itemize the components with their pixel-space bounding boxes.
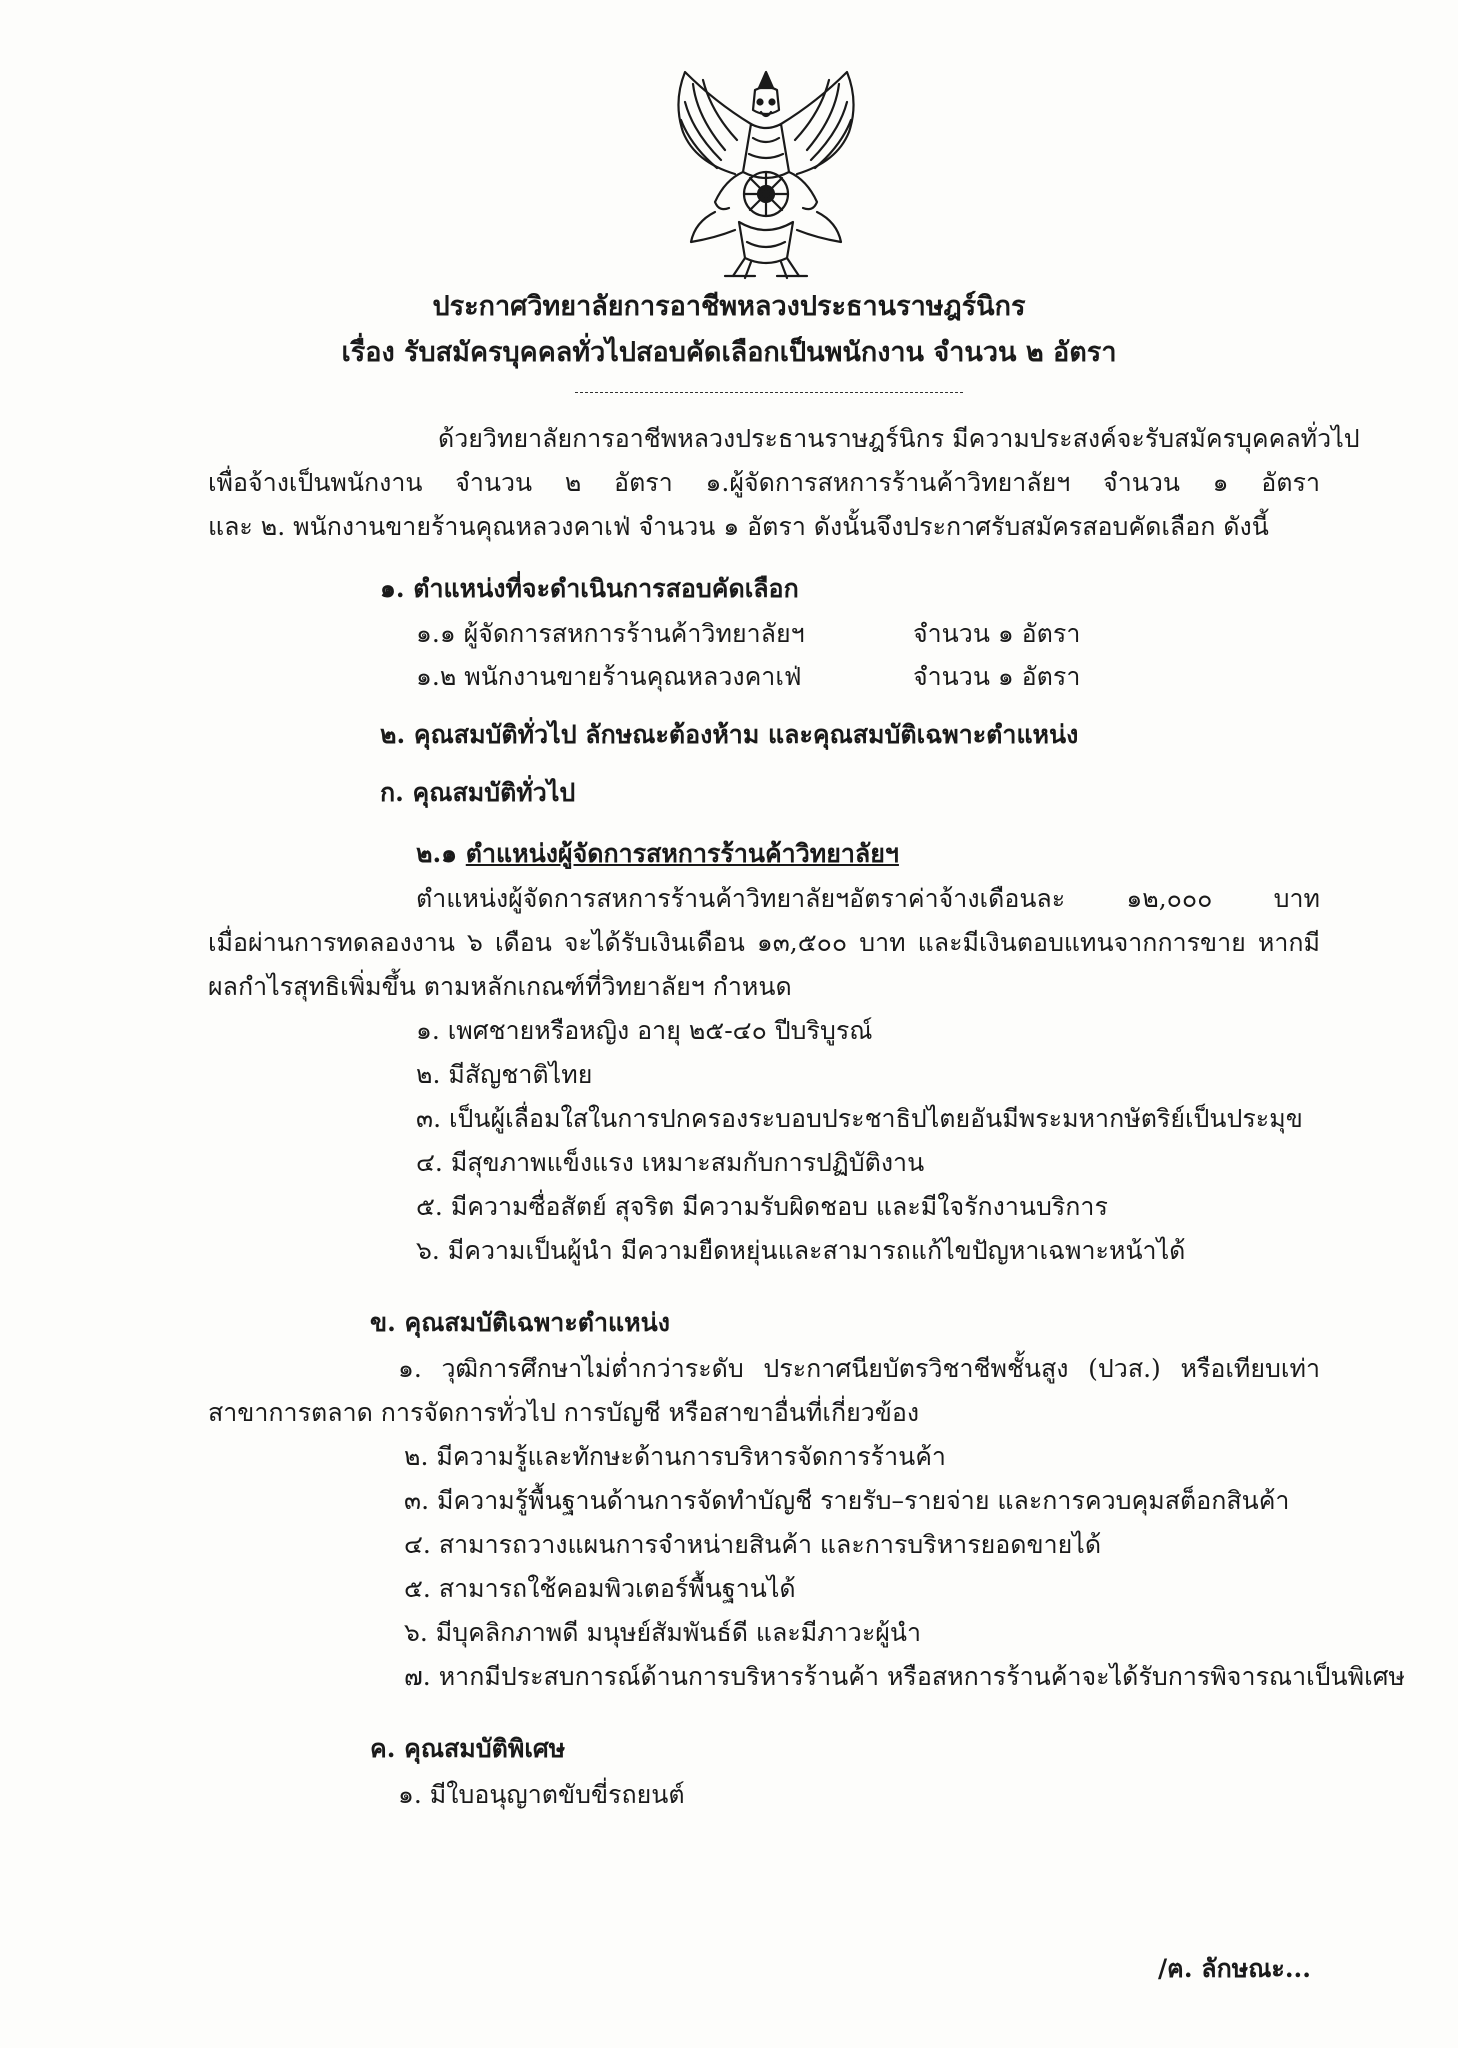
general-item-5: ๕. มีความซื่อสัตย์ สุจริต มีความรับผิดชอบ และมีใจรักงานบริการ	[416, 1192, 1108, 1221]
special-item-1: ๑. มีใบอนุญาตขับขี่รถยนต์	[398, 1780, 685, 1809]
position-1-count: จำนวน ๑ อัตรา	[913, 619, 1081, 648]
intro-line-1: ด้วยวิทยาลัยการอาชีพหลวงประธานราษฎร์นิกร มีความประสงค์จะรับสมัครบุคคลทั่วไป	[438, 424, 1360, 453]
specific-item-7: ๗. หากมีประสบการณ์ด้านการบริหารร้านค้า หรือสหการร้านค้าจะได้รับการพิจารณาเป็นพิเศษ	[404, 1662, 1406, 1691]
sub-a-heading: ก. คุณสมบัติทั่วไป	[380, 778, 576, 807]
specific-item-4: ๔. สามารถวางแผนการจำหน่ายสินค้า และการบริหารยอดขายได้	[404, 1530, 1102, 1559]
page-continuation: /ฅ. ลักษณะ...	[1158, 1954, 1311, 1983]
sub-c-heading: ค. คุณสมบัติพิเศษ	[370, 1734, 566, 1763]
salary-line-2: เมื่อผ่านการทดลองงาน ๖ เดือน จะได้รับเงินเดือน ๑๓,๕๐๐ บาท และมีเงินตอบแทนจากการขาย หากมี	[208, 928, 1320, 957]
specific-item-3: ๓. มีความรู้พื้นฐานด้านการจัดทำบัญชี รายรับ–รายจ่าย และการควบคุมสต็อกสินค้า	[404, 1486, 1290, 1515]
announcement-title: ประกาศวิทยาลัยการอาชีพหลวงประธานราษฎร์นิกร	[432, 291, 1026, 322]
intro-line-2: เพื่อจ้างเป็นพนักงาน จำนวน ๒ อัตรา ๑.ผู้จัดการสหการร้านค้าวิทยาลัยฯ จำนวน ๑ อัตรา	[208, 468, 1320, 497]
position-2-name: ๑.๒ พนักงานขายร้านคุณหลวงคาเฟ่	[416, 662, 802, 691]
specific-item-1-line-1: ๑. วุฒิการศึกษาไม่ต่ำกว่าระดับ ประกาศนียบัตรวิชาชีพชั้นสูง (ปวส.) หรือเทียบเท่า	[398, 1354, 1320, 1383]
general-item-4: ๔. มีสุขภาพแข็งแรง เหมาะสมกับการปฏิบัติงาน	[416, 1148, 925, 1177]
specific-item-2: ๒. มีความรู้และทักษะด้านการบริหารจัดการร้านค้า	[404, 1442, 946, 1471]
position-1-name: ๑.๑ ผู้จัดการสหการร้านค้าวิทยาลัยฯ	[416, 619, 805, 648]
general-item-1: ๑. เพศชายหรือหญิง อายุ ๒๕-๔๐ ปีบริบูรณ์	[416, 1016, 873, 1045]
general-item-6: ๖. มีความเป็นผู้นำ มีความยืดหยุ่นและสามารถแก้ไขปัญหาเฉพาะหน้าได้	[416, 1236, 1186, 1265]
general-item-3: ๓. เป็นผู้เลื่อมใสในการปกครองระบอบประชาธิปไตยอันมีพระมหากษัตริย์เป็นประมุข	[416, 1104, 1303, 1133]
garuda-emblem-icon	[655, 62, 877, 284]
specific-item-5: ๕. สามารถใช้คอมพิวเตอร์พื้นฐานได้	[404, 1574, 796, 1603]
intro-line-3: และ ๒. พนักงานขายร้านคุณหลวงคาเฟ่ จำนวน ๑ อัตรา ดังนั้นจึงประกาศรับสมัครสอบคัดเลือก ดังนี้	[208, 512, 1269, 541]
specific-item-6: ๖. มีบุคลิกภาพดี มนุษย์สัมพันธ์ดี และมีภาวะผู้นำ	[404, 1618, 922, 1647]
sub-b-heading: ข. คุณสมบัติเฉพาะตำแหน่ง	[370, 1308, 670, 1337]
general-item-2: ๒. มีสัญชาติไทย	[416, 1060, 593, 1089]
position-2-1-number: ๒.๑	[416, 839, 466, 868]
salary-line-1: ตำแหน่งผู้จัดการสหการร้านค้าวิทยาลัยฯอัตราค่าจ้างเดือนละ ๑๒,๐๐๐ บาท	[416, 884, 1320, 913]
salary-line-3: ผลกำไรสุทธิเพิ่มขึ้น ตามหลักเกณฑ์ที่วิทยาลัยฯ กำหนด	[208, 972, 792, 1001]
position-2-count: จำนวน ๑ อัตรา	[913, 662, 1081, 691]
title-divider	[575, 392, 963, 393]
announcement-subject: เรื่อง รับสมัครบุคคลทั่วไปสอบคัดเลือกเป็นพนักงาน จำนวน ๒ อัตรา	[341, 337, 1117, 368]
position-2-1-title: ตำแหน่งผู้จัดการสหการร้านค้าวิทยาลัยฯ	[465, 839, 899, 868]
section-1-heading: ๑. ตำแหน่งที่จะดำเนินการสอบคัดเลือก	[380, 574, 799, 603]
position-2-1-heading	[416, 837, 899, 871]
section-2-heading: ๒. คุณสมบัติทั่วไป ลักษณะต้องห้าม และคุณสมบัติเฉพาะตำแหน่ง	[380, 720, 1079, 749]
specific-item-1-line-2: สาขาการตลาด การจัดการทั่วไป การบัญชี หรือสาขาอื่นที่เกี่ยวข้อง	[208, 1398, 920, 1427]
